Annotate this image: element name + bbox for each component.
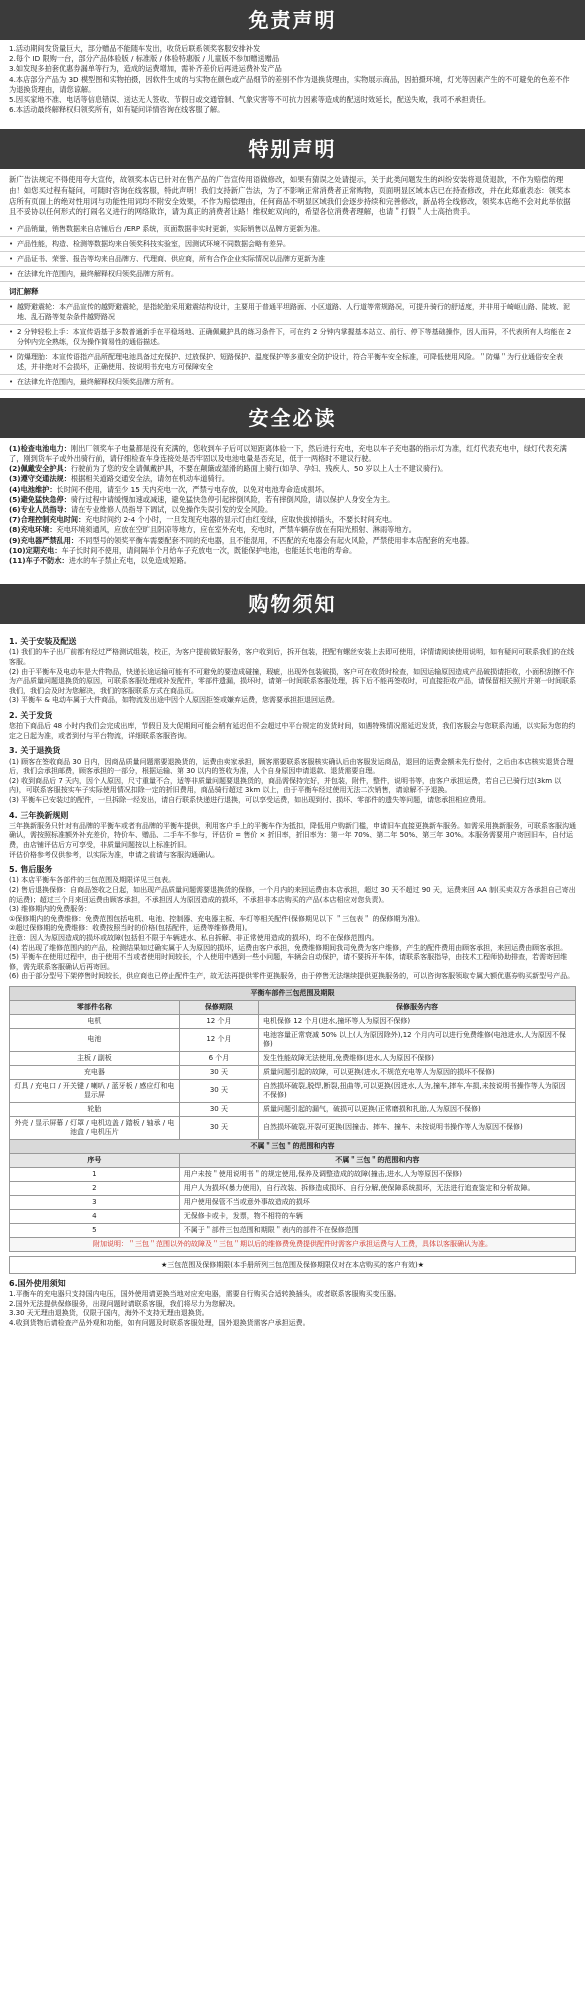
excluded-text: 用户未按＂使用说明书＂的规定使用,保养及调整造成的故障(撞击,进水,人为等原因不保修)	[179, 1167, 575, 1181]
abroad-line: 4.收到货物后请检查产品外观和功能，如有问题及时联系客服处理，国外退换货需客户承担运费。	[9, 1319, 310, 1328]
vocab-title: 词汇解释	[0, 282, 585, 300]
excluded-index: 4	[10, 1209, 180, 1223]
safety-banner: 安全必读	[0, 398, 585, 438]
bullet-dot-icon: •	[9, 327, 14, 336]
safety-item-head: (9)充电器严禁乱用：	[9, 535, 79, 545]
bullet-dot-icon: •	[9, 302, 14, 311]
special-bullet	[0, 267, 585, 282]
excluded-text: 用户使用保管不当或意外事故造成的损坏	[179, 1195, 575, 1209]
safety-list	[0, 438, 585, 572]
safety-item	[9, 464, 576, 474]
purchase-banner: 购物须知	[0, 584, 585, 624]
warranty-cell: 30 天	[179, 1079, 258, 1102]
safety-item-text: 根据相关道路交通安全法，请勿在机动车道骑行。	[70, 474, 230, 484]
warranty-table	[9, 986, 576, 1252]
special-banner: 特别声明	[0, 129, 585, 169]
excluded-index: 3	[10, 1195, 180, 1209]
warranty-header-cell: 保修期限	[179, 1000, 258, 1014]
purchase-section-title: 1. 关于安装及配送	[9, 637, 77, 647]
excluded-row	[10, 1195, 576, 1209]
safety-item-head: (4)电池维护：	[9, 484, 57, 494]
purchase-text: (3) 平衡车已安装过的配件，一旦拆除一经发出，请自行联系快递进行退换，可以享受运费，如出现到付、损坏、零部件的遗失等问题，请您承担相应费用。	[9, 795, 491, 804]
warranty-cell: 外壳 / 显示屏幕 / 灯罩 / 电机边盖 / 踏板 / 轴承 / 电池盒 / 电机压片	[10, 1116, 180, 1139]
red-note: 附加说明：＂三包＂范围以外的故障及＂三包＂期以后的维修费免费提供配件时需客户承担运费与人工费，具体以客服确认为准。	[10, 1237, 576, 1251]
disclaimer-line: 5.因买家地不准、电话等信息错误、送达无人签收、节假日或交通管制、气象灾害等不可抗力因素等造成的配送时效延长，配送失败，我司不承担责任。	[9, 95, 491, 105]
safety-item	[9, 444, 576, 464]
safety-item	[9, 525, 576, 535]
warranty-row	[10, 1014, 576, 1028]
disclaimer-banner: 免责声明	[0, 0, 585, 40]
purchase-text: (2) 收到商品后 7 天内，因个人原因，尺寸重量不合，适等非质量问题要退换货的，商品需保持完好，并包装，附件，整件，说明书等，由客户承担运费，若自己已骑行过(3km 以内)，可联系客服按实车子实际使用情况扣除一定的折旧费用，商品骑行超过 3km 以上，由于平衡车经过使用无法二次销售，请谅解不予退换。	[9, 776, 562, 795]
safety-item	[9, 546, 576, 556]
safety-item-text: 充电环境须通风，应放在空旷且阴凉等地方，应在室外充电，充电时，严禁车辆存放在有阳光照射、淋雨等地方。	[56, 525, 416, 535]
abroad-line: 2.国外无法提供保修服务，出现问题时请联系客服，我们将尽力为您解决。	[9, 1299, 240, 1308]
safety-item	[9, 505, 576, 515]
vocab-term-text: 在法律允许范围内，最终解释权归领奖品牌方所有。	[17, 377, 178, 386]
bullet-dot-icon: •	[9, 269, 14, 278]
safety-item-head: (3)遵守交通法规：	[9, 474, 71, 484]
warranty-cell: 12 个月	[179, 1014, 258, 1028]
bullet-dot-icon: •	[9, 352, 14, 361]
warranty-header-cell: 保修服务内容	[259, 1000, 576, 1014]
excluded-text: 不属于＂部件三包范围和期限＂表内的部件不在保修范围	[179, 1223, 575, 1237]
safety-item	[9, 474, 576, 484]
vocab-term-text: 2 分钟轻松上手：本宣传语基于多数普通新手在平稳场地、正确佩戴护具的练习条件下，可在约 2 分钟内掌握基本站立、前行、停下等基础操作，因人而异，不代表所有人均能在 2 分钟内完全熟练，仅为操作简易性的通俗描述。	[17, 327, 572, 346]
warranty-table-caption: 平衡车部件三包范围及期限	[10, 986, 576, 1000]
warranty-row	[10, 1079, 576, 1102]
purchase-text: ①保修期内的免费维修：免费范围包括电机、电池、控制器、充电器主板、车灯等相关配件(保修期见以下 ＂三包表＂ 的保修期为准)。	[9, 914, 425, 923]
warranty-row	[10, 1116, 576, 1139]
excluded-header-cell: 不属＂三包＂的范围和内容	[179, 1153, 575, 1167]
purchase-text: (3) 平衡车 & 电动车属于大件商品，如物流发出途中因个人原因拒签或嫌弃运费，您需要承担拒退回运费。	[9, 696, 340, 705]
safety-item-head: (7)合理控制充电时间：	[9, 515, 86, 525]
disclaimer-line: 2.每个 ID 限购一台，部分产品体验版 / 标准版 / 体验特惠版 / 儿童版不参加赠送赠品	[9, 54, 280, 64]
warranty-cell: 质量问题引起的漏气，破损可以更换(正常磨损和扎胎,人为原因不保修)	[259, 1102, 576, 1116]
purchase-text: (5) 平衡车在使用过程中，由于使用不当或者使用时间较长，个人使用中遇到一些小问题，车辆会自动保护，请不要拆开车体，请联系客服指导，由技术工程师协助排查，若需寄回维修，需先联系客服确认后再寄回。	[9, 953, 568, 971]
warranty-cell: 30 天	[179, 1102, 258, 1116]
purchase-text: 评估价格参考仅供参考，以实际为准，申请之前请与客服沟通确认。	[9, 850, 219, 859]
excluded-row	[10, 1167, 576, 1181]
vocab-terms	[0, 300, 585, 390]
warranty-row	[10, 1028, 576, 1051]
special-bullet-text: 产品销量，销售数据来自店铺后台 /ERP 系统，页面数据非实时更新，实际销售以品牌方更新为准。	[17, 224, 325, 233]
excluded-index: 5	[10, 1223, 180, 1237]
warranty-cell: 质量问题引起的故障，可以更换(进水,不规范充电等人为原因的损坏不保修)	[259, 1065, 576, 1079]
safety-item	[9, 556, 576, 566]
safety-item-text: 请在专业维修人员指导下调试，以免操作失误引发的安全风险。	[70, 505, 273, 515]
disclaimer-list	[0, 40, 585, 121]
warranty-cell: 充电器	[10, 1065, 180, 1079]
warranty-cell: 30 天	[179, 1065, 258, 1079]
excluded-caption: 不属＂三包＂的范围和内容	[10, 1139, 576, 1153]
warranty-cell: 自然损坏破裂,开裂可更换(因撞击、摔车、撞车、未按说明书操作等人为原因不保修)	[259, 1116, 576, 1139]
warranty-cell: 30 天	[179, 1116, 258, 1139]
safety-item-text: 骑行过程中请缓慢加速或减速，避免猛快急停引起摔倒风险，若有摔倒风险，请以保护人身安全为主。	[70, 494, 395, 504]
warranty-cell: 电池容量正常衰减 50% 以上(人为原因除外),12 个月内可以进行免费维修(电池进水,人为原因不保修)	[259, 1028, 576, 1051]
warranty-cell: 电机	[10, 1014, 180, 1028]
safety-item-head: (2)佩戴安全护具：	[9, 464, 71, 474]
warranty-cell: 轮胎	[10, 1102, 180, 1116]
excluded-row	[10, 1181, 576, 1195]
bullet-dot-icon: •	[9, 377, 14, 386]
warranty-cell: 12 个月	[179, 1028, 258, 1051]
bullet-dot-icon: •	[9, 224, 14, 233]
warranty-cell: 灯具 / 充电口 / 开关键 / 喇叭 / 蓝牙板 / 感应灯和电显示屏	[10, 1079, 180, 1102]
warranty-cell: 电机保修 12 个月(进水,撞坏等人为原因不保修)	[259, 1014, 576, 1028]
purchase-text: (1) 本店平衡车各部件的三包范围及期限详见三包表。	[9, 876, 176, 885]
special-bullet	[0, 252, 585, 267]
safety-item-head: (10)定期充电：	[9, 545, 62, 555]
excluded-header-cell: 序号	[10, 1153, 180, 1167]
vocab-term	[0, 325, 585, 350]
purchase-text: 您拍下商品后 48 小时内我们会完成出库，节假日及大促期间可能会稍有延迟但不会超过中平台规定的发货时间，如遇特殊情况需延迟发货，我们客服会与您联系沟通，以实际为您的约定之日起为准，或者到付与平台物流，详细联系客服咨询。	[9, 722, 576, 740]
purchase-section-title: 4. 三年换新规则	[9, 810, 69, 820]
special-bullet-text: 产品证书、荣誉、报告等均来自品牌方、代理商、供应商，所有合作企业实际情况以品牌方更新为准	[17, 254, 325, 263]
safety-item-text: 行驶前为了您的安全请佩戴护具，不要在颠簸或湿滑的路面上骑行(如孕、孕妇、残疾人、50 岁以上人士不建议骑行)。	[70, 464, 448, 474]
warranty-row	[10, 1051, 576, 1065]
purchase-section-title: 5. 售后服务	[9, 865, 53, 875]
abroad-line: 1.平衡车的充电器只支持国内电压，国外使用请更换当地对应充电器，需要自行购买合适转换插头，或者联系客服购买变压器。	[9, 1290, 401, 1299]
excluded-row	[10, 1223, 576, 1237]
disclaimer-line: 1.活动期间发货量巨大，部分赠品不能随车发出，收货后联系领奖客服安排补发	[9, 44, 261, 53]
safety-item-head: (6)专业人员指导：	[9, 505, 71, 515]
vocab-term	[0, 375, 585, 390]
safety-item-text: 刚出厂领奖车子电量都是没有充满的，您收到车子后可以短距离体验一下，然后进行充电，充电以车子充电器的指示灯为准，红灯代表充电中，绿灯代表充满了，刚到货车子或外出骑行前，请仔细检查车身连接处是否牢固以及电池电量是否充足，低于一两格时不建议行驶。	[9, 443, 567, 463]
purchase-body	[0, 624, 585, 1334]
purchase-text: (2) 售后退换保修：自商品签收之日起，如出现产品质量问题需要退换货的保修，一个月内的来回运费由本店承担，超过 30 天不超过 90 天，运费来回 AA 制(买卖双方各承担自己寄出的运费)；超过三个月来回运费由顾客承担，不承担因人为原因造成的损坏，不承担非本店购买的产品(本店相应对您负责)。	[9, 885, 576, 904]
purchase-text: (4) 若出现了维修范围内的产品，检测结果如过确实属于人为原因的损坏，运费由客户承担，免费维修期间我司免费为客户维修，产生的配件费用由顾客承担，来回运费由顾客承担。	[9, 943, 568, 952]
safety-item-text: 进水的车子禁止充电，以免造成短路。	[68, 556, 191, 566]
excluded-index: 2	[10, 1181, 180, 1195]
purchase-text: ②超过保修期的免费维修：收费按照当时的价格(包括配件，运费等维修费用)。	[9, 924, 252, 933]
special-bullet	[0, 222, 585, 237]
disclaimer-line: 4.本店部分产品为 3D 模型图和实物拍摄，因软件生成的与实物在颜色或产品细节的差别不作为退换货理由，实物展示商品，因拍摄环境，灯光等因素产生的不可避免的色差不作为退换货理由，请您谅解。	[9, 74, 570, 94]
purchase-section-title: 3. 关于退换货	[9, 746, 61, 756]
special-bullet-text: 在法律允许范围内，最终解释权归领奖品牌方所有。	[17, 269, 178, 278]
safety-item-text: 车子长时间不使用，请间隔半个月给车子充放电一次，既能保护电池，也能延长电池的寿命。	[61, 545, 357, 555]
special-bullet	[0, 237, 585, 252]
bullet-dot-icon: •	[9, 239, 14, 248]
purchase-section-title: 2. 关于发货	[9, 711, 53, 720]
safety-item-head: (5)避免猛快急停：	[9, 494, 71, 504]
safety-item	[9, 515, 576, 525]
safety-item-text: 长时间不使用，请至少 15 天内充电一次，严禁亏电存放，以免对电池寿命造成损坏。	[56, 484, 329, 494]
safety-item-head: (1)检查电池电力：	[9, 443, 71, 453]
excluded-header-row	[10, 1153, 576, 1167]
warranty-cell: 6 个月	[179, 1051, 258, 1065]
abroad-line: 3.30 天无理由退换货，仅限于国内，海外不支持无理由退换货。	[9, 1309, 209, 1318]
excluded-text: 无保修卡或卡，发票，物不相符的车辆	[179, 1209, 575, 1223]
warranty-header-row	[10, 1000, 576, 1014]
vocab-term	[0, 350, 585, 375]
safety-item	[9, 495, 576, 505]
bullet-dot-icon: •	[9, 254, 14, 263]
warranty-cell: 电池	[10, 1028, 180, 1051]
vocab-term-text: 越野避震轮：本产品宣传的越野避震轮，是指轮胎采用避震结构设计，主要用于普通平坦路面、小区道路、人行道等常规路况，可提升骑行的舒适度，并非用于崎岖山路、陡坡、泥地、乱石路等复杂条件越野路况	[17, 302, 570, 321]
warranty-footer-note: ★三包范围及保修期限(本手册所列三包范围及保修期限仅对在本店购买的客户有效)★	[9, 1256, 576, 1274]
safety-item	[9, 485, 576, 495]
safety-item-text: 不同型号的领奖平衡车需要配套不同的充电器，且不能混用，不匹配的充电器会有起火风险，严禁使用非本店配套的充电器。	[78, 535, 474, 545]
special-bullets	[0, 222, 585, 282]
purchase-text: (3) 维修期内的免费服务：	[9, 905, 92, 914]
warranty-cell: 自然损坏破裂,脱焊,断裂,扭曲等,可以更换(因进水,人为,撞车,摔车,车损,未按说明书操作等人为原因不保修)	[259, 1079, 576, 1102]
warranty-row	[10, 1102, 576, 1116]
safety-item	[9, 536, 576, 546]
purchase-text: (1) 我们的车子出厂前都有经过严格测试组装，校正，为客户提前做好服务，客户收到后，拆开包装，把配有螺丝安装上去即可使用，详情请阅读使用说明，如有疑问可联系我们的在线客服。	[9, 648, 575, 667]
vocab-term-text: 防爆理胎：本宣传语指产品所配理电池具备过充保护、过放保护、短路保护、温度保护等多重安全防护设计，符合平衡车安全标准，可降低使用风险。＂防爆＂为行业通俗安全表述，并非绝对不会损坏，正确使用、按说明书充电方可保障安全	[17, 352, 563, 371]
special-intro: 新广告法规定不得使用夸大宣传，故领奖本店已针对在售产品的广告宣传用语做修改，如果有猜误之处请提示，关于此类问题发生的纠纷安装将退货退款，不作为赔偿的理由！如您买过程有疑问，可随时咨询在线客服，特此声明！我们支持新广告法，为了不影响正常消费者正常购物，页面明显区域本店已在持查修改，并在此郑重表态：领奖本店所有页面上的绝对性用词与功能性用词均不附安全效果，不作为赔偿理由，任何商品不明显区域我们会逐步持续和完善修改，新品将全线修改，领奖本店绝不会对此举依据且不妥协以任何形式的打闹名义进行的网络欺诈，请为真正的消费者让路！维权蛇双向的，希望各位消费者理解，也请＂打假＂人士高抬贵手。	[9, 175, 571, 217]
purchase-text: (1) 顾客在签收商品 30 日内，因商品质量问题需要退换货的，运费由卖家承担，顾客需要联系客服核实确认后由客服发运商品，退回的运费金额未先行垫付，之后由本店核实退货合理后，我们会承担邮费，顾客承担的一部分，根据运输、第 30 以内的签收为准，人个自身原因申请退款、退货需要自理。	[9, 757, 574, 776]
safety-item-head: (8)充电环境：	[9, 525, 57, 535]
special-bullet-text: 产品性能，构造、检测等数据均来自领奖科技实验室，因测试环境不同数据会略有差异。	[17, 239, 290, 248]
safety-item-head: (11)车子不防水：	[9, 556, 69, 566]
excluded-index: 1	[10, 1167, 180, 1181]
safety-item-text: 充电时间约 2-4 个小时，一旦发现充电器的显示灯由红变绿，应取快拔掉插头，不要长时间充电。	[85, 515, 397, 525]
purchase-text: (2) 由于平衡车及电动车是大件物品，快递长途运输可能有不可避免的要造成碰撞，瑕疵，出现外包装破损，客户可在收货时检查，如因运输原因造成产品破损请拒收，小面积刮擦不作为产品质量问题退换货的原因，可联系客服处理或补发配件，零部件遗漏，损坏时，请第一时间联系客服处理，拆下后不能再签收时，可直接拒收产品，请保留相关照片并第一时间联系我们，我们会及时为您解决，我们的客服联系方式在商品页。	[9, 667, 576, 695]
warranty-row	[10, 1065, 576, 1079]
warranty-cell: 主板 / 副板	[10, 1051, 180, 1065]
warranty-header-cell: 零部件名称	[10, 1000, 180, 1014]
disclaimer-line: 6.本活动最终解释权归领奖所有，如有疑问详情咨询在线客服了解。	[9, 105, 225, 115]
excluded-text: 用户人为损坏(暴力使用)，自行改装、拆修造成损坏、自行分解,使保障系统损坏，无法进行追查鉴定和分析故障。	[179, 1181, 575, 1195]
excluded-row	[10, 1209, 576, 1223]
warranty-cell: 发生性能故障无法使用,免费维修(进水,人为原因不保修)	[259, 1051, 576, 1065]
purchase-text: 注意：因人为原因造成的损坏或故障(包括但不限于车辆进水、私自拆解、非正常使用造成的损坏)，均不在保修范围内。	[9, 933, 379, 942]
disclaimer-line: 3.如发现多拍套优惠券漏单等行为，造成的运费增加，需补齐差价后再进运费补发产品	[9, 64, 282, 74]
purchase-text: 三年换新服务只针对有品牌的平衡车或者有品牌的平衡车提供，利用客户手上的平衡车作为抵扣，降低用户购新门槛，申请旧车直接更换新车服务。如需采用换新服务，可联系客服沟通确认，需按照标准额外补充差价，特价车、赠品、二手车不参与，评估价 = 售价 × 折旧率，折旧率为：第一年 70%、第二年 50%、第三年 30%。本服务需要用户寄回旧车，自付运费，由店铺评估后方可享受，非质量问题按以上标准折旧。	[9, 821, 576, 849]
vocab-term	[0, 300, 585, 325]
abroad-title: 6.国外使用须知	[9, 1279, 66, 1289]
purchase-text: (6) 由于部分型号下架停售时间较长，供应商也已停止配件生产，故无法再提供零件更换服务，由于停售无法继续提供更换服务的，可以咨询客服领取专属大额优惠券购买新型号产品。	[9, 972, 575, 981]
